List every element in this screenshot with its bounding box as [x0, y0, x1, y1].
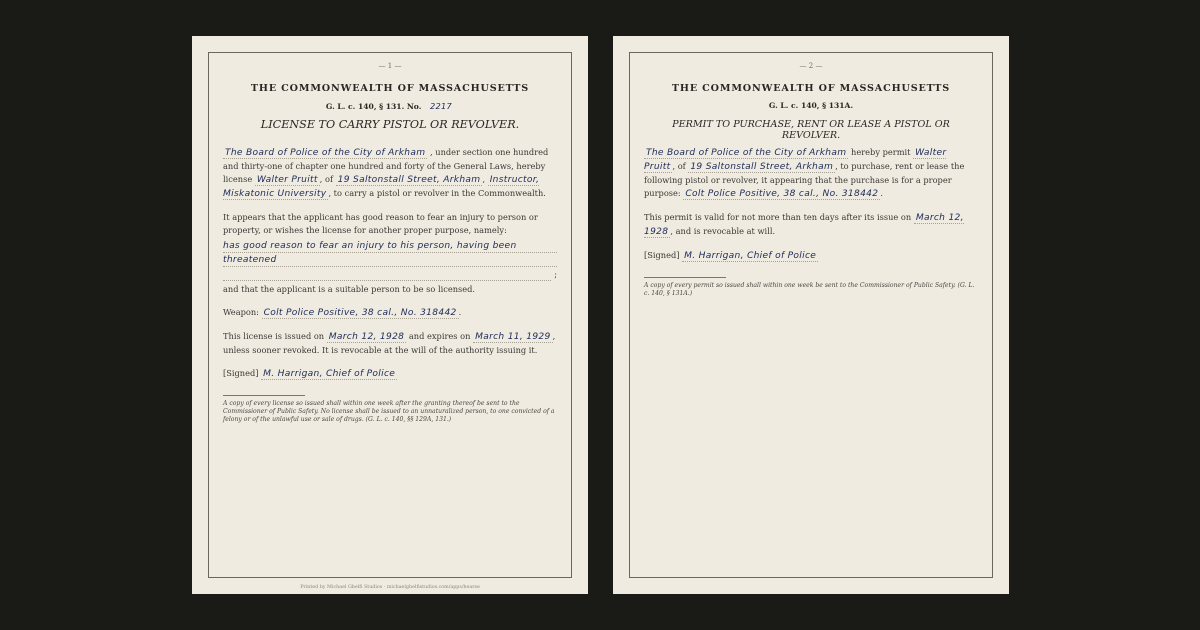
licensee-name: Walter Pruitt — [256, 175, 318, 185]
license-page — [192, 36, 588, 594]
license-number: 2217 — [430, 101, 453, 111]
permit-paragraph: The Board of Police of the City of Arkham hereby permit Walter Pruitt , of 19 Saltonstall Street, Arkham , to purchase, rent or lease the following pistol or revolver, it appearing that the purchase is for a proper purpose: Colt Police Positive, 38 cal., No. 318442 . — [644, 147, 965, 199]
validity-paragraph — [644, 211, 978, 239]
footnote: A copy of every permit so issued shall within one week be sent to the Commissioner of Public Safety. (G. L. c. 140, § 131A.) — [644, 282, 975, 298]
footnote-divider — [644, 277, 726, 278]
signed-label: [Signed] — [223, 368, 259, 378]
issuing-board: The Board of Police of the City of Arkham — [646, 148, 847, 158]
suitable-text: and that the applicant is a suitable person to be so licensed. — [223, 284, 476, 294]
commonwealth-title: THE COMMONWEALTH OF MASSACHUSETTS — [250, 83, 530, 94]
dates-paragraph — [223, 330, 557, 357]
blank-line — [223, 268, 551, 281]
statute-reference: G. L. c. 140, § 131A. — [768, 101, 854, 110]
of-text: , of — [319, 174, 334, 184]
licensee-address: 19 Saltonstall Street, Arkham — [337, 175, 481, 185]
carry-text: , to carry a pistol or revolver in the Commonwealth. — [328, 188, 546, 198]
purchase-text: , to purchase, rent or lease the following pistol or revolver, it appearing that the purchase is for a proper purpose: — [644, 161, 965, 198]
signed-label: [Signed] — [644, 250, 680, 260]
valid-text: This permit is valid for not more than ten days after its issue on — [644, 212, 912, 222]
permittee-name: Walter Pruitt — [644, 148, 947, 172]
reason-intro: It appears that the applicant has good reason to fear an injury to person or property, or wishes the license for another proper purpose, namely: — [223, 212, 538, 235]
reason-text-1: has good reason to fear an injury to his person, having been — [223, 241, 517, 251]
reason-line-1 — [223, 239, 557, 253]
licensee-occupation: Instructor, Miskatonic University — [223, 175, 540, 199]
issued-date: March 12, 1928 — [328, 332, 405, 342]
footnote-divider — [223, 395, 305, 396]
reason-text-2: threatened — [223, 255, 277, 265]
license-paragraph: The Board of Police of the City of Arkham , under section one hundred and thirty-one of chapter one hundred and forty of the General Laws, hereby license Walter Pruitt , of 19 Saltonstall Street, Arkham , Instructor, Miskatonic University , to carry a pistol or revolver in the Commonwealth. — [223, 147, 549, 199]
permit-body — [644, 146, 978, 298]
signature: M. Harrigan, Chief of Police — [263, 369, 396, 379]
permittee-address: 19 Saltonstall Street, Arkham — [690, 162, 834, 172]
of-text: , of — [672, 161, 686, 171]
semicolon: ; — [554, 269, 557, 279]
signature: M. Harrigan, Chief of Police — [684, 251, 817, 261]
weapon-label: Weapon: — [223, 307, 259, 317]
weapon-line: Weapon: Colt Police Positive, 38 cal., No. 318442 . — [223, 307, 462, 318]
revoked-text: , unless sooner revoked. It is revocable at the will of the authority issuing it. — [223, 331, 556, 355]
issued-label: This license is issued on — [223, 331, 325, 341]
revocable-text: , and is revocable at will. — [670, 226, 776, 236]
reason-line-3 — [223, 267, 557, 281]
reason-line-2 — [223, 253, 557, 267]
permit-caption: PERMIT TO PURCHASE, RENT OR LEASE A PISTOL OR REVOLVER. — [672, 119, 950, 141]
issue-date: March 12, 1928 — [644, 213, 964, 237]
expires-label: and expires on — [408, 331, 471, 341]
section-text: , under section one hundred and thirty-one of chapter one hundred and forty of the General Laws, hereby license — [223, 147, 549, 184]
expires-date: March 11, 1929 — [475, 332, 551, 342]
page-number: — 2 — — [799, 62, 823, 70]
signature-line — [644, 249, 978, 263]
printer-credit: Printed by Michael Ghelfi Studios · michaelghelfistudios.com/apps/hearse — [300, 585, 480, 590]
weapon-value: Colt Police Positive, 38 cal., No. 318442 — [263, 308, 457, 318]
signature-line — [223, 367, 557, 381]
issuing-board: The Board of Police of the City of Arkham — [225, 148, 426, 158]
license-caption: LICENSE TO CARRY PISTOL OR REVOLVER. — [260, 118, 520, 131]
license-body — [223, 146, 557, 425]
permit-page — [613, 36, 1009, 594]
weapon-value: Colt Police Positive, 38 cal., No. 318442 — [685, 189, 879, 199]
statute-reference: G. L. c. 140, § 131. No. — [325, 102, 422, 111]
hereby-text: hereby permit — [851, 147, 911, 157]
page-number: — 1 — — [378, 62, 402, 70]
footnote: A copy of every license so issued shall within one week after the granting thereof be sent to the Commissioner of Public Safety. No license shall be issued to an unnaturalized person, to one convicted of a felony or of the unlawful use or sale of drugs. (G. L. c. 140, §§ 129A, 131.) — [223, 400, 555, 424]
commonwealth-title: THE COMMONWEALTH OF MASSACHUSETTS — [671, 83, 951, 94]
statute-line — [222, 101, 558, 111]
